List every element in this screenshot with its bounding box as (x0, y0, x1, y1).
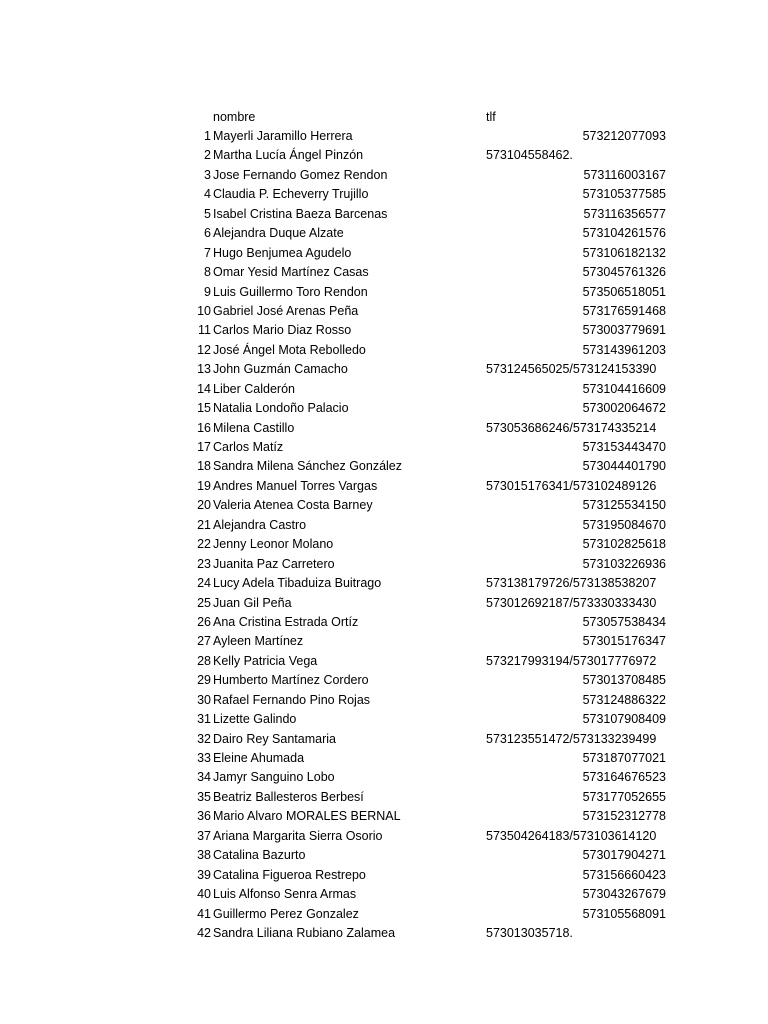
contact-name: Ayleen Martínez (213, 634, 304, 649)
row-number: 14 (197, 381, 211, 396)
contact-name: Claudia P. Echeverry Trujillo (213, 187, 369, 202)
list-item (0, 438, 768, 457)
contact-name: Catalina Bazurto (213, 848, 306, 863)
contact-name: Carlos Mario Diaz Rosso (213, 323, 352, 338)
list-item (0, 671, 768, 690)
contact-phone: 573506518051 (582, 284, 666, 299)
row-number: 5 (204, 206, 211, 221)
list-item (0, 749, 768, 768)
contact-phone: 573104416609 (582, 381, 666, 396)
row-number: 37 (197, 828, 211, 843)
row-number: 41 (197, 906, 211, 921)
contact-name: Isabel Cristina Baeza Barcenas (213, 206, 388, 221)
contact-name: Luis Alfonso Senra Armas (213, 887, 357, 902)
contact-phone: 573045761326 (582, 265, 666, 280)
contact-name: Hugo Benjumea Agudelo (213, 245, 352, 260)
list-item (0, 535, 768, 554)
contact-phone: 573176591468 (582, 303, 666, 318)
row-number: 28 (197, 653, 211, 668)
contact-phone: 573105377585 (582, 187, 666, 202)
contact-name: Dairo Rey Santamaria (213, 731, 336, 746)
contact-name: Sandra Liliana Rubiano Zalamea (213, 925, 396, 940)
contact-phone: 573504264183/573103614120 (486, 828, 657, 843)
row-number: 31 (197, 712, 211, 727)
row-number: 27 (197, 634, 211, 649)
list-item (0, 399, 768, 418)
list-item (0, 380, 768, 399)
list-item (0, 419, 768, 438)
contact-phone: 573116003167 (583, 167, 666, 182)
row-number: 8 (204, 265, 211, 280)
row-number: 9 (204, 284, 211, 299)
contact-phone: 573195084670 (582, 517, 666, 532)
contact-name: Lucy Adela Tibaduiza Buitrago (213, 576, 382, 591)
list-item (0, 807, 768, 826)
list-item (0, 457, 768, 476)
contact-name: Andres Manuel Torres Vargas (213, 478, 378, 493)
contact-phone: 573012692187/573330333430 (486, 595, 657, 610)
contact-name: Kelly Patricia Vega (213, 653, 318, 668)
list-item (0, 730, 768, 749)
contact-phone: 573104558462. (486, 148, 573, 163)
list-item (0, 866, 768, 885)
contact-phone: 573102825618 (582, 537, 666, 552)
contact-phone: 573153443470 (582, 440, 666, 454)
contact-name: Alejandra Duque Alzate (213, 226, 344, 241)
contact-phone: 573143961203 (582, 342, 666, 357)
contact-phone: 573156660423 (582, 867, 666, 882)
contact-name: Martha Lucía Ángel Pinzón (213, 148, 364, 163)
contact-phone: 573164676523 (582, 770, 666, 785)
contact-phone: 573217993194/573017776972 (486, 653, 657, 668)
contact-name: Mayerli Jaramillo Herrera (213, 129, 353, 143)
contact-name: Jamyr Sanguino Lobo (213, 770, 335, 785)
contact-phone: 573212077093 (582, 129, 666, 143)
row-number: 33 (197, 751, 211, 765)
row-number: 4 (204, 187, 211, 202)
list-item (0, 846, 768, 865)
row-number: 1 (204, 129, 211, 143)
row-number: 32 (197, 731, 211, 746)
contact-phone: 573104261576 (582, 226, 666, 241)
row-number: 25 (197, 595, 211, 610)
row-number: 11 (198, 323, 211, 338)
list-item (0, 613, 768, 632)
contact-name: John Guzmán Camacho (213, 362, 348, 377)
row-number: 34 (197, 770, 211, 785)
contact-phone: 573053686246/573174335214 (486, 420, 657, 435)
contact-name: Ariana Margarita Sierra Osorio (213, 828, 383, 843)
list-item (0, 146, 768, 165)
contact-phone: 573177052655 (582, 789, 666, 804)
row-number: 10 (197, 303, 211, 318)
contact-name: Valeria Atenea Costa Barney (213, 498, 373, 513)
row-number: 15 (197, 401, 211, 416)
row-number: 19 (197, 478, 211, 493)
row-number: 39 (197, 867, 211, 882)
contact-phone: 573015176341/573102489126 (486, 478, 657, 493)
row-number: 7 (204, 245, 211, 260)
contact-name: Guillermo Perez Gonzalez (213, 906, 359, 921)
contact-name: Eleine Ahumada (213, 751, 305, 765)
list-item (0, 768, 768, 787)
row-number: 26 (197, 614, 211, 629)
row-number: 36 (197, 809, 211, 824)
contact-name: Jose Fernando Gomez Rendon (213, 167, 388, 182)
list-item (0, 283, 768, 302)
contact-name: Liber Calderón (213, 381, 295, 396)
contact-phone: 573123551472/573133239499 (486, 731, 657, 746)
list-item (0, 652, 768, 671)
list-item (0, 924, 768, 943)
list-item (0, 710, 768, 729)
contact-name: Milena Castillo (213, 420, 295, 435)
contact-phone: 573138179726/573138538207 (486, 576, 657, 591)
contact-phone: 573013708485 (582, 673, 666, 688)
list-item (0, 516, 768, 535)
contact-phone: 573106182132 (582, 245, 666, 260)
row-number: 16 (197, 420, 211, 435)
list-item (0, 788, 768, 807)
contact-phone: 573107908409 (582, 712, 666, 727)
row-number: 6 (204, 226, 211, 241)
contact-name: Luis Guillermo Toro Rendon (213, 284, 368, 299)
contact-name: Catalina Figueroa Restrepo (213, 867, 366, 882)
list-item (0, 185, 768, 204)
list-item (0, 496, 768, 515)
contact-name: Humberto Martínez Cordero (213, 673, 369, 688)
row-number: 18 (197, 459, 211, 474)
contact-phone: 573002064672 (582, 401, 666, 416)
row-number: 23 (197, 556, 211, 571)
list-item (0, 244, 768, 263)
contact-name: Rafael Fernando Pino Rojas (213, 692, 371, 707)
contact-phone: 573187077021 (582, 751, 666, 765)
column-header-nombre: nombre (213, 110, 256, 124)
contact-phone: 573043267679 (582, 887, 666, 902)
row-number: 29 (197, 673, 211, 688)
row-number: 30 (197, 692, 211, 707)
row-number: 17 (197, 440, 211, 454)
list-item (0, 341, 768, 360)
row-number: 22 (197, 537, 211, 552)
list-item (0, 127, 768, 146)
list-item (0, 263, 768, 282)
row-number: 12 (197, 342, 211, 357)
contact-name: José Ángel Mota Rebolledo (213, 342, 366, 357)
list-item (0, 360, 768, 379)
row-number: 13 (197, 362, 211, 377)
contact-name: Carlos Matíz (213, 440, 284, 454)
contact-name: Mario Alvaro MORALES BERNAL (213, 809, 401, 824)
row-number: 21 (197, 517, 211, 532)
contact-phone: 573152312778 (582, 809, 666, 824)
contact-list (0, 127, 768, 943)
contact-name: Sandra Milena Sánchez González (213, 459, 403, 474)
list-item (0, 632, 768, 651)
contact-name: Juanita Paz Carretero (213, 556, 335, 571)
contact-phone: 573003779691 (582, 323, 666, 338)
list-item (0, 166, 768, 185)
contact-name: Ana Cristina Estrada Ortíz (213, 614, 359, 629)
contact-phone: 573013035718. (486, 925, 573, 940)
contact-name: Alejandra Castro (213, 517, 307, 532)
contact-name: Juan Gil Peña (213, 595, 292, 610)
row-number: 20 (197, 498, 211, 513)
list-item (0, 555, 768, 574)
contact-phone: 573124886322 (582, 692, 666, 707)
contact-phone: 573124565025/573124153390 (486, 362, 657, 377)
contact-phone: 573015176347 (582, 634, 666, 649)
list-item (0, 594, 768, 613)
column-header-tlf: tlf (486, 110, 496, 124)
contact-phone: 573116356577 (583, 206, 666, 221)
contact-phone: 573044401790 (582, 459, 666, 474)
row-number: 42 (197, 925, 211, 940)
row-number: 38 (197, 848, 211, 863)
list-item (0, 574, 768, 593)
list-item (0, 302, 768, 321)
list-item (0, 224, 768, 243)
contact-phone: 573103226936 (582, 556, 666, 571)
row-number: 24 (197, 576, 211, 591)
contact-name: Gabriel José Arenas Peña (213, 303, 359, 318)
list-item (0, 205, 768, 224)
list-item (0, 885, 768, 904)
contact-name: Beatriz Ballesteros Berbesí (213, 789, 364, 804)
contact-name: Lizette Galindo (213, 712, 297, 727)
list-item (0, 477, 768, 496)
contact-name: Natalia Londoño Palacio (213, 401, 349, 416)
row-number: 2 (204, 148, 211, 163)
list-item (0, 691, 768, 710)
contact-name: Jenny Leonor Molano (213, 537, 334, 552)
list-item (0, 905, 768, 924)
contact-phone: 573125534150 (582, 498, 666, 513)
list-item (0, 321, 768, 340)
contact-phone: 573017904271 (582, 848, 666, 863)
contact-phone: 573057538434 (582, 614, 666, 629)
row-number: 3 (204, 167, 211, 182)
contact-phone: 573105568091 (582, 906, 666, 921)
list-item (0, 827, 768, 846)
contact-name: Omar Yesid Martínez Casas (213, 265, 369, 280)
row-number: 40 (197, 887, 211, 902)
row-number: 35 (197, 789, 211, 804)
